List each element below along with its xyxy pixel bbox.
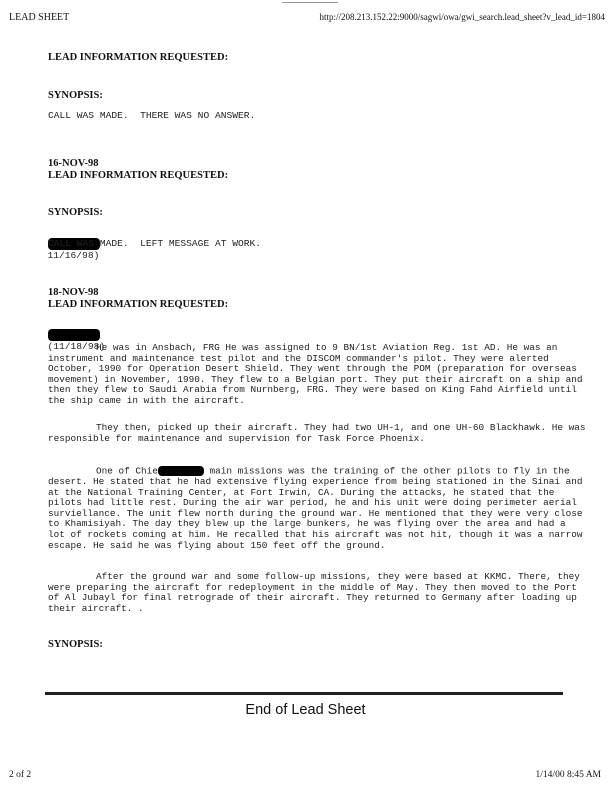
synopsis-text-1: CALL WAS MADE. THERE WAS NO ANSWER. [48,110,256,121]
page-number: 2 of 2 [9,770,32,780]
entry-date-3: (11/18/98) [47,341,106,352]
print-timestamp: 1/14/00 8:45 AM [535,770,601,780]
synopsis-text-2: CALL WAS MADE. LEFT MESSAGE AT WORK. [48,238,262,249]
narrative-paragraph-3-start: One of Chie [96,465,158,477]
page-header-url[interactable]: http://208.213.152.22:9000/sagwi/owa/gwi_search.lead_sheet?v_lead_id=1804 [319,12,605,22]
end-of-lead-sheet: End of Lead Sheet [245,702,366,718]
synopsis-heading-1: SYNOPSIS: [48,90,103,101]
entry-date-heading-3: 18-NOV-98 [48,287,99,298]
top-divider [282,2,338,3]
narrative-paragraph-4: After the ground war and some follow-up missions, they were based at KKMC. There, they were preparing the aircraft for redeployment in the middle of May. They then moved to the Port of Al Jubayl for final retrograde of their aircraft. They returned to Germany after loading up their aircraft. . [48,571,580,614]
page-header-title: LEAD SHEET [9,12,70,23]
narrative-paragraph-2: They then, picked up their aircraft. They had two UH-1, and one UH-60 Blackhawk. He was responsible for maintenance and supervision for Task Force Phoenix. [48,422,586,444]
synopsis-heading-2: SYNOPSIS: [48,207,103,218]
lead-info-heading-1: LEAD INFORMATION REQUESTED: [48,52,229,63]
synopsis-heading-3: SYNOPSIS: [48,639,103,650]
narrative-paragraph-3 [48,466,588,551]
narrative-paragraph-3-rest: main missions was the training of the other pilots to fly in the desert. He stated that he had extensive flying experience from being stationed in the Sinai and at the National Training Center, at Fort Irwin, CA. During the attacks, he stated that the pilots had little rest. During the air war period, he and his unit were doing perimeter aerial surviellance. The unit flew north during the ground war. He mentioned that they were very close to Khamisiyah. The day they blew up the large bunkers, he was flying over the area and had a lot of rockets coming at him. He recalled that his aircraft was not hit, though it was a narrow escape. He said he was flying about 150 feet off the ground. [48,465,583,551]
entry-date-heading-2: 16-NOV-98 [48,158,99,169]
lead-info-heading-2: LEAD INFORMATION REQUESTED: [48,170,229,181]
lead-info-heading-3: LEAD INFORMATION REQUESTED: [48,299,229,310]
narrative-paragraph-1: He was in Ansbach, FRG He was assigned to 9 BN/1st Aviation Reg. 1st AD. He was an instrument and maintenance test pilot and the DISCOM commander's pilot. They were alerted October, 1990 for Operation Desert Shield. They went through the POM (preparation for overseas movement) in November, 1990. They flew to a Belgian port. They put their aircraft on a ship and then they flew to Saudi Arabia from Nurnberg, FRG. They were based on King Fahd Airfield until the ship came in with the aircraft. [48,342,583,406]
end-divider [45,692,563,695]
redaction-mark [158,466,204,476]
redaction-mark [48,329,100,341]
synopsis-date-2: 11/16/98) [47,250,100,261]
